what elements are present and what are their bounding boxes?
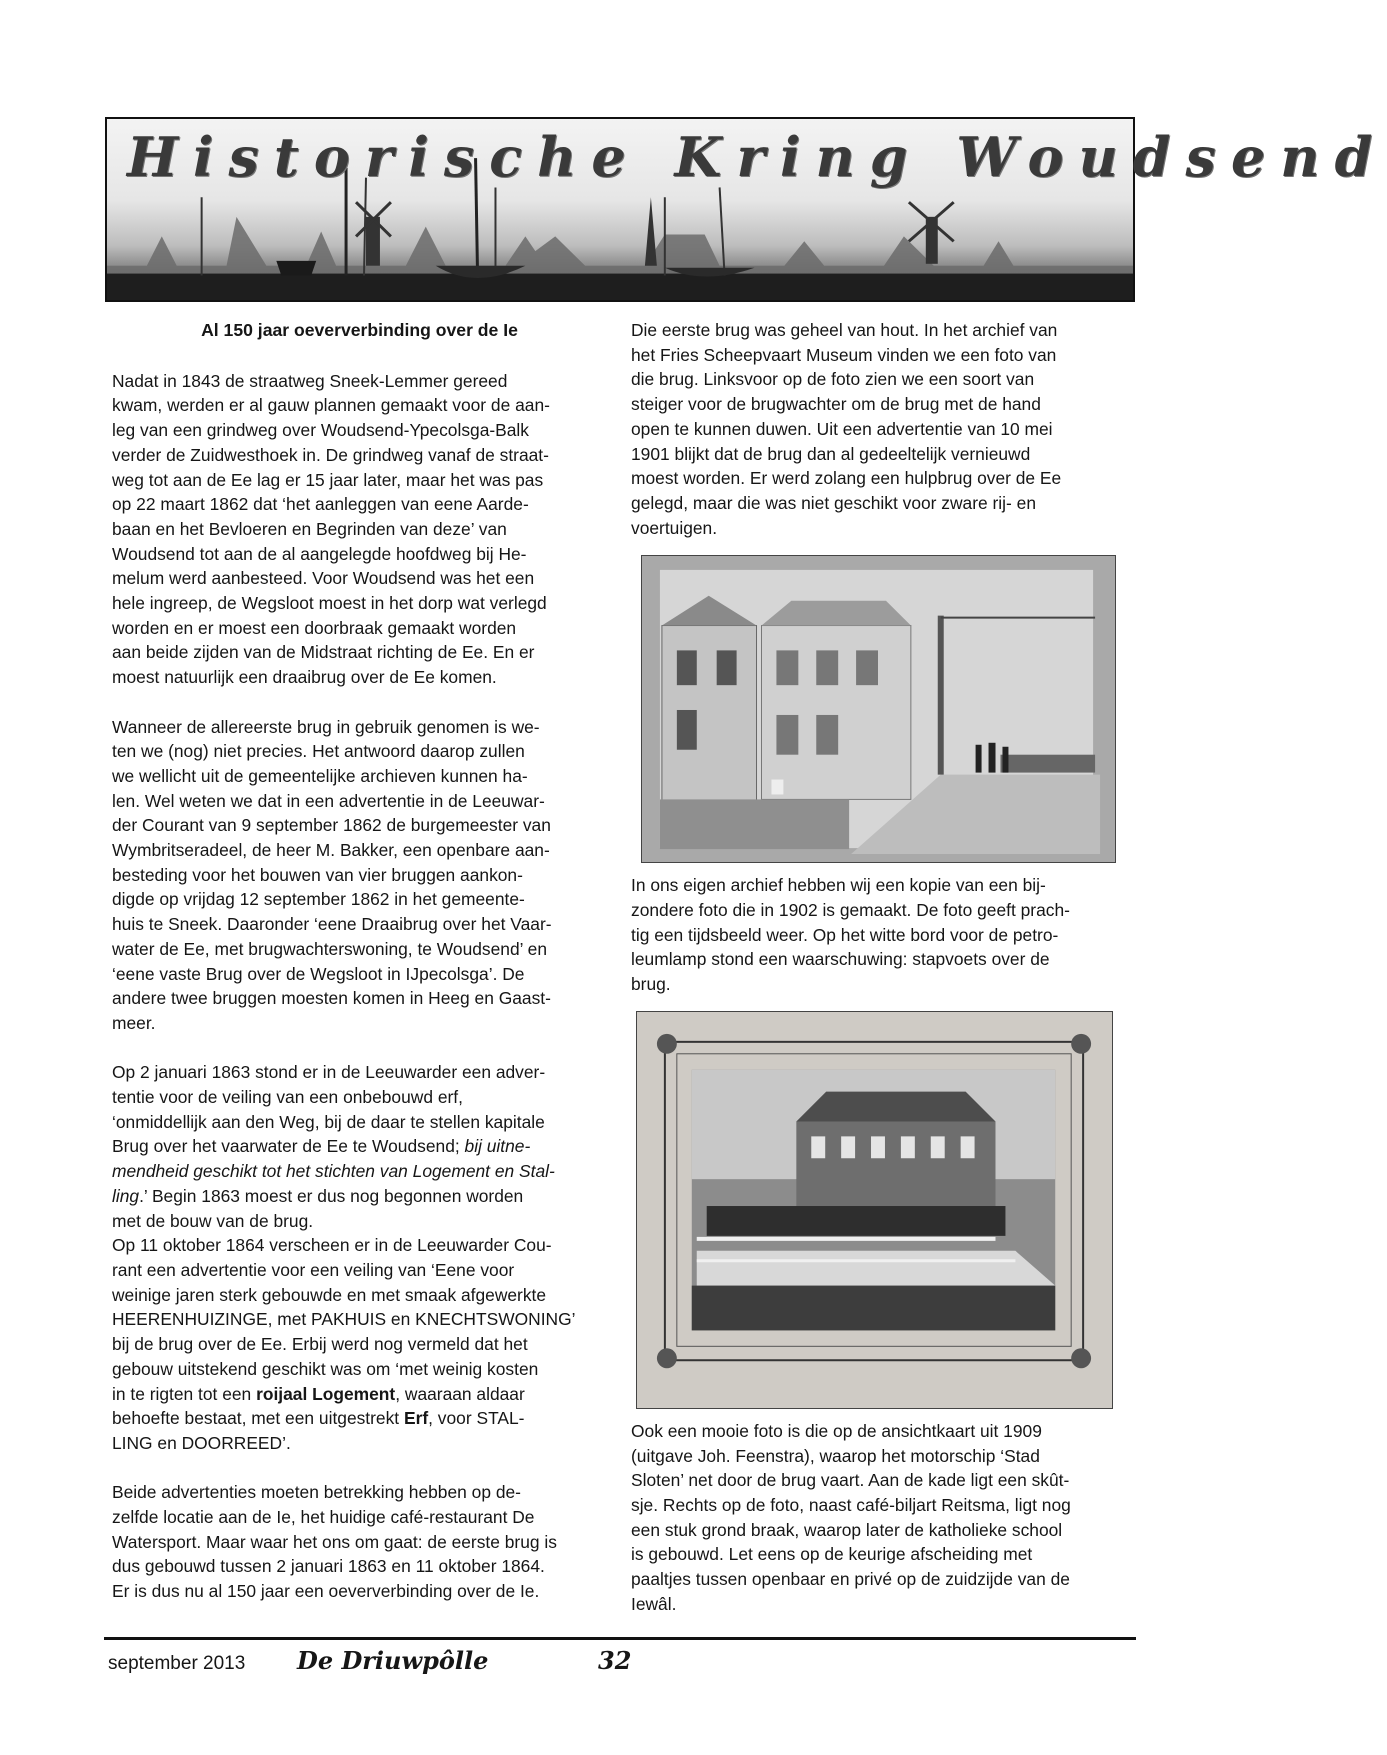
magazine-title: De Driuwpôlle xyxy=(297,1646,489,1675)
masthead-banner xyxy=(105,117,1387,302)
paragraph: Ook een mooie foto is die op de ansichtkaart uit 1909 (uitgave Joh. Feenstra), waarop het motorschip ‘Stad Sloten’ net door de brug vaart. Aan de kade ligt een skût- sje. Rechts op de foto, naast café-biljart Reitsma, ligt nog een stuk grond braak, waarop later de katholieke school is gebouwd. Let eens op de keurige afscheiding met paaltjes tussen openbaar en privé op de zuidzijde van de Iewâl. xyxy=(631,1420,1071,1614)
paragraph-text: Op 2 januari 1863 stond er in de Leeuwarder een adver- tentie voor de veiling van een onbebouwd erf, ‘onmiddellijk aan den Weg, bij de daar te stellen kapitale Brug over het vaarwater de Ee te Woudsend; xyxy=(112,1062,546,1157)
paragraph: Nadat in 1843 de straatweg Sneek-Lemmer gereed kwam, werden er al gauw plannen gemaakt voor de aan- leg van een grindweg over Woudsend-Ypecolsga-Balk verder de Zuidwesthoek in. De grindweg vanaf de straat- weg tot aan de Ee lag er 15 jaar later, maar het was pas op 22 maart 1862 dat ‘het aanleggen van eene Aarde- baan en het Bevloeren en Begrinden van deze’ van Woudsend tot aan de al aangelegde hoofdweg bij He- melum werd aanbesteed. Voor Woudsend was het een hele ingreep, de Wegsloot moest in het dorp wat verlegd worden en er moest een doorbraak gemaakt worden aan beide zijden van de Midstraat richting de Ee. En er moest natuurlijk een draaibrug over de Ee komen. xyxy=(112,370,550,688)
photo-bridge-1902 xyxy=(636,1011,1113,1409)
article-headline: Al 150 jaar oeververbinding over de Ie xyxy=(201,320,518,340)
paragraph-text: , voor STAL- LING en DOORREED’. xyxy=(112,1408,525,1453)
left-column xyxy=(112,318,607,1604)
paragraph: Beide advertenties moeten betrekking hebben op de- zelfde locatie aan de Ie, het huidige café-restaurant De Watersport. Maar waar het ons om gaat: de eerste brug is dus gebouwd tussen 2 januari 1863 en 11 oktober 1864. Er is dus nu al 150 jaar een oeververbinding over de Ie. xyxy=(112,1482,557,1602)
bold-text: roijaal Logement xyxy=(256,1383,396,1404)
windmill-icon xyxy=(356,202,391,266)
bold-text: Erf xyxy=(403,1408,429,1429)
paragraph: Die eerste brug was geheel van hout. In het archief van het Fries Scheepvaart Museum vinden we een foto van die brug. Linksvoor op de foto zien we een soort van steiger voor de brugwachter om de brug met de hand open te kunnen duwen. Uit een advertentie van 10 mei 1901 blijkt dat de brug dan al gedeeltelijk vernieuwd moest worden. Er werd zolang een hulpbrug over de Ee gelegd, maar die was niet geschikt voor zware rij- en voertuigen. xyxy=(631,320,1062,538)
paragraph: In ons eigen archief hebben wij een kopie van een bij- zondere foto die in 1902 is gemaakt. De foto geeft prach- tig een tijdsbeeld weer. Op het witte bord voor de petro- leumlamp stond een waarschuwing: stapvoets over de brug. xyxy=(631,875,1070,995)
paragraph xyxy=(112,1060,607,1455)
paragraph-text: , waaraan aldaar behoefte bestaat, met een uitgestrekt xyxy=(112,1383,525,1429)
photo-bridge-wooden xyxy=(641,555,1116,863)
masthead-title: Historische Kring Woudsend xyxy=(127,125,1387,189)
paragraph: Wanneer de allereerste brug in gebruik genomen is we- ten we (nog) niet precies. Het antwoord daarop zullen we wellicht uit de gemeentelijke archieven kunnen ha- len. Wel weten we dat in een advertentie in de Leeuwar- der Courant van 9 september 1862 de burgemeester van Wymbritseradeel, de heer M. Bakker, een openbare aan- besteding voor het bouwen van vier bruggen aankon- digde op vrijdag 12 september 1862 in het gemeente- huis te Sneek. Daaronder ‘eene Draaibrug over het Vaar- water de Ee, met brugwachterswoning, te Woudsend’ en ‘eene vaste Brug over de Wegsloot in IJpecolsga’. De andere twee bruggen moesten komen in Heeg en Gaast- meer. xyxy=(112,716,552,1033)
paragraph-text: .’ Begin 1863 moest er dus nog begonnen worden met de bouw van de brug. Op 11 oktober 1864 verscheen er in de Leeuwarder Cou- rant een advertentie voor een veiling van ‘Eene voor weinige jaren sterk gebouwde en met smaak afgewerkte HEERENHUIZINGE, met PAKHUIS en KNECHTSWONING’ bij de brug over de Ee. Erbij werd nog vermeld dat het gebouw uitstekend geschikt was om ‘met weinig kosten in te rigten tot een xyxy=(112,1185,576,1404)
footer-date: september 2013 xyxy=(108,1653,246,1674)
italic-quote: bij uitne- mendheid geschikt tot het stichten van Logement en Stal- ling xyxy=(112,1136,555,1206)
page-number: 32 xyxy=(598,1646,632,1675)
footer-rule xyxy=(104,1637,1136,1640)
right-column xyxy=(631,318,1131,1616)
